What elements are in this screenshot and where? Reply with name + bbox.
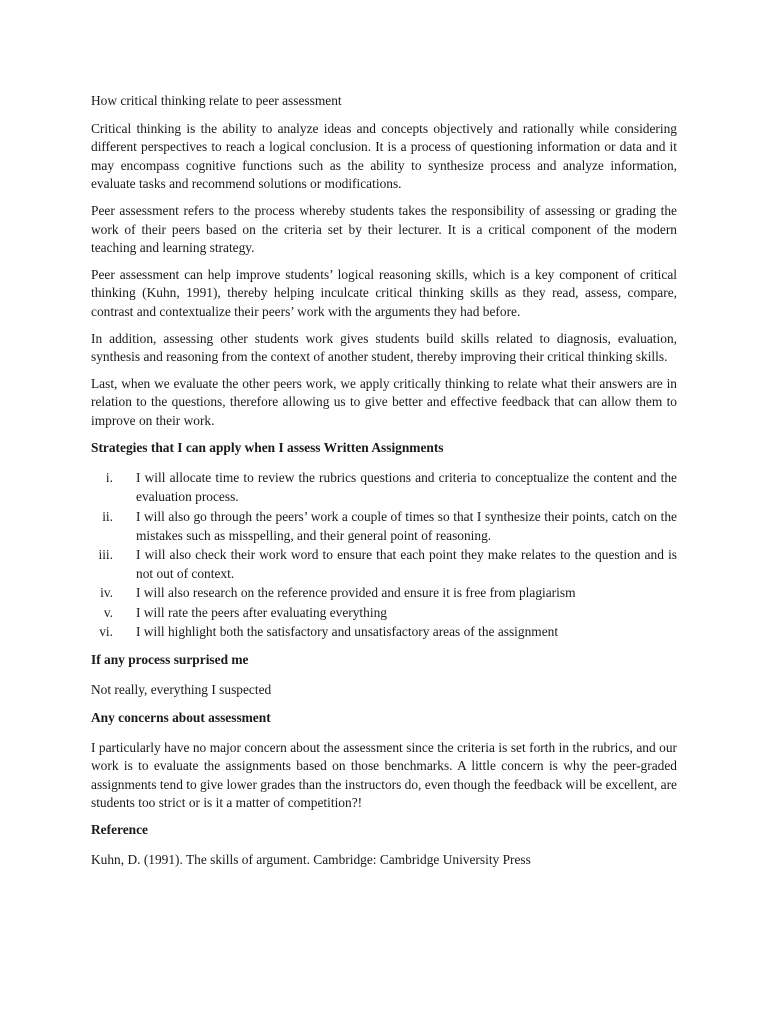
list-item (91, 468, 677, 506)
document-page (91, 92, 677, 879)
strategies-heading: Strategies that I can apply when I assess Written Assignments (91, 439, 444, 455)
document-title: How critical thinking relate to peer assessment (91, 93, 342, 108)
list-item (91, 507, 677, 545)
list-item-number: iv. (100, 585, 113, 601)
list-item (91, 603, 677, 622)
strategies-list (91, 468, 677, 641)
paragraph-peer-assessment: Peer assessment refers to the process whereby students takes the responsibility of assessing or grading the work of their peers based on the criteria set by their lecturer. It is a critical component of the modern teaching and learning strategy. (91, 202, 677, 256)
list-item-number: v. (103, 604, 113, 620)
list-item (91, 545, 677, 583)
list-item (91, 622, 677, 641)
paragraph-logical-reasoning: Peer assessment can help improve students’ logical reasoning skills, which is a key component of critical thinking (Kuhn, 1991), thereby helping inculcate critical thinking skills as they read, assess, compare, contrast and contextualize their peers’ work with the arguments they had before. (91, 266, 677, 319)
list-item-number: vi. (99, 623, 113, 639)
paragraph-in-addition: In addition, assessing other students work gives students build skills related to diagnosis, evaluation, synthesis and reasoning from the context of another student, thereby improving their critical thinking skills. (91, 330, 677, 365)
paragraph-last: Last, when we evaluate the other peers work, we apply critically thinking to relate what their answers are in relation to the questions, therefore allowing us to give better and effective feedback that can allow them to improve on their work. (91, 375, 677, 428)
list-item-text: I will rate the peers after evaluating everything (136, 604, 387, 620)
list-item-number: iii. (98, 546, 113, 562)
concerns-heading: Any concerns about assessment (91, 710, 271, 726)
concerns-text: I particularly have no major concern about the assessment since the criteria is set forth in the rubrics, and our work is to evaluate the assignments based on those benchmarks. A little concern is why the peer-graded assignments tend to give lower grades than the instructors do, even though the feedback will be excellent, are students too strict or is it a matter of competition?! (91, 739, 677, 811)
surprise-text: Not really, everything I suspected (91, 681, 272, 697)
list-item-number: i. (105, 470, 113, 486)
reference-heading: Reference (91, 822, 148, 838)
paragraph-critical-thinking: Critical thinking is the ability to analyze ideas and concepts objectively and rationally while considering different perspectives to reach a logical conclusion. It is a process of questioning information or data and it may encompass cognitive functions such as the ability to synthesize process and analyze information, evaluate tasks and recommend solutions or modifications. (91, 120, 677, 192)
list-item-text: I will also research on the reference provided and ensure it is free from plagiarism (136, 585, 576, 601)
list-item-text: I will highlight both the satisfactory and unsatisfactory areas of the assignment (136, 623, 559, 639)
list-item-number: ii. (102, 508, 113, 524)
surprise-heading: If any process surprised me (91, 651, 249, 667)
reference-text: Kuhn, D. (1991). The skills of argument. Cambridge: Cambridge University Press (91, 851, 531, 867)
list-item-text: I will also go through the peers’ work a couple of times so that I synthesize their points, catch on the mistakes such as misspelling, and their general point of reasoning. (136, 508, 677, 543)
list-item-text: I will allocate time to review the rubrics questions and criteria to conceptualize the content and the evaluation process. (136, 470, 677, 505)
list-item-text: I will also check their work word to ensure that each point they make relates to the question and is not out of context. (136, 546, 677, 582)
list-item (91, 583, 677, 602)
